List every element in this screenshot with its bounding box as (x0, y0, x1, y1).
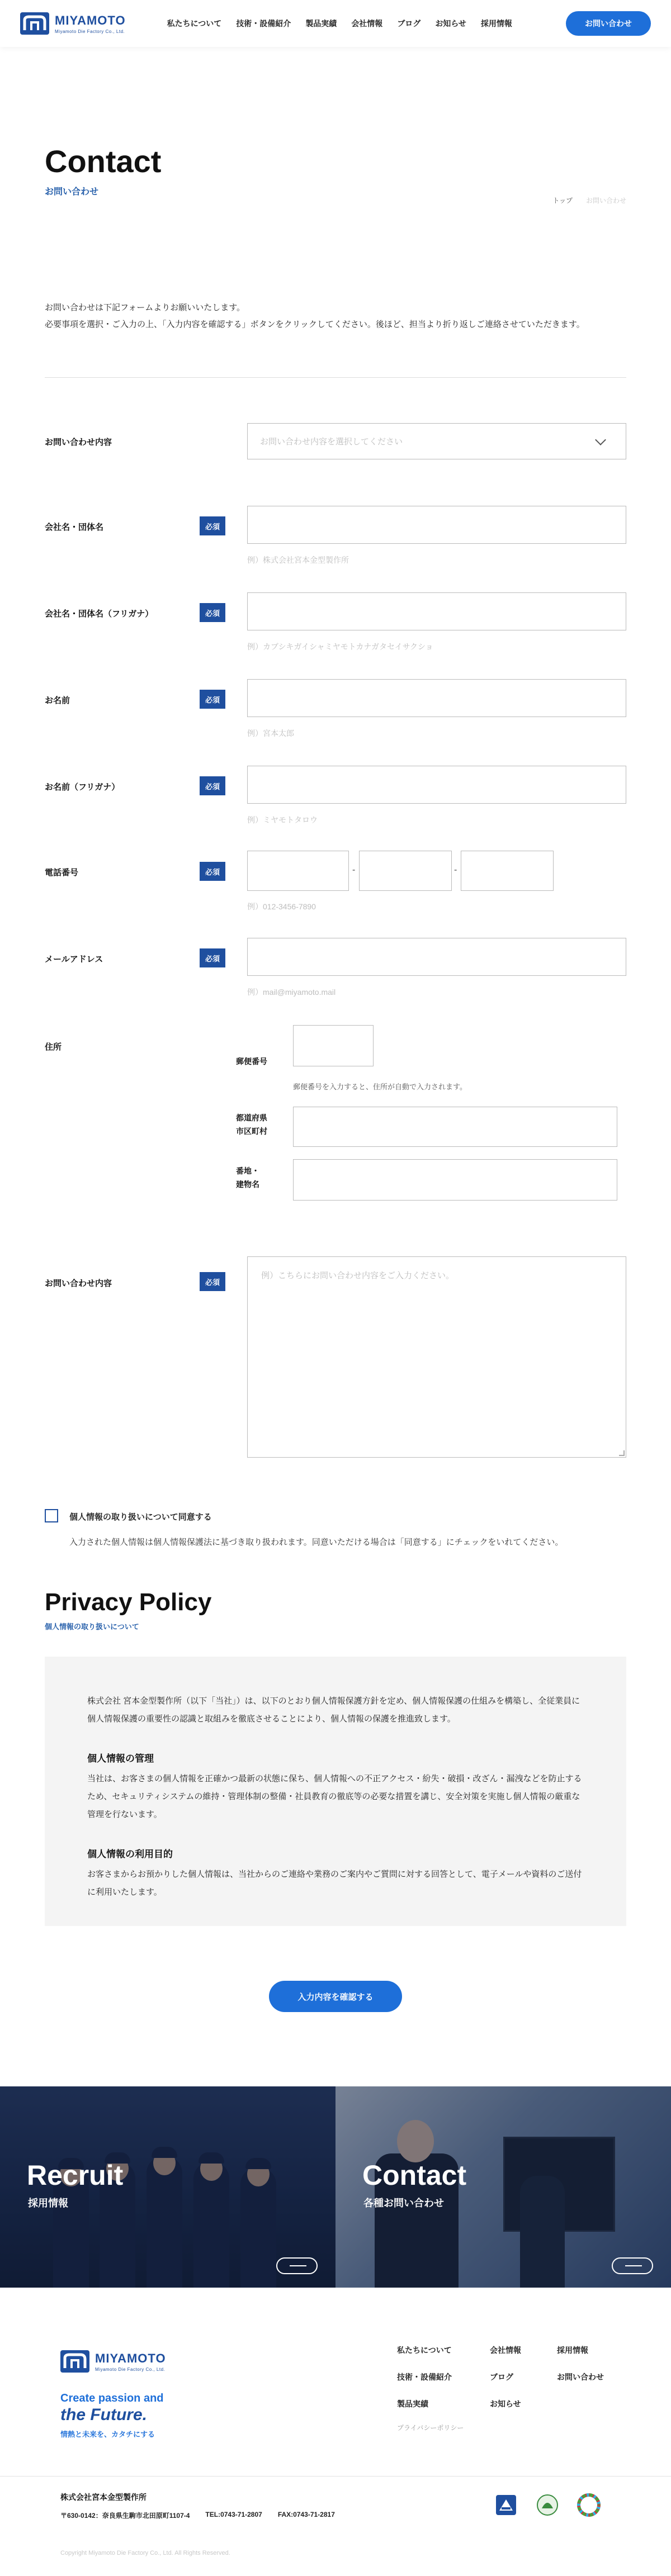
logo-name: MIYAMOTO (55, 13, 126, 27)
footer-nav-col-3 (557, 2345, 604, 2398)
required-badge: 必須 (200, 948, 225, 967)
header-logo[interactable] (20, 12, 126, 35)
privacy-title: Privacy Policy (45, 1588, 212, 1616)
prefecture-city-input[interactable] (293, 1107, 617, 1147)
recruit-banner[interactable] (0, 2086, 336, 2288)
footer-logo-name: MIYAMOTO (95, 2351, 166, 2365)
inquiry-type-label: お問い合わせ内容 (45, 438, 112, 447)
nav-news[interactable]: お知らせ (435, 19, 466, 28)
page-title: Contact (45, 144, 162, 179)
footer-nav-contact[interactable]: お問い合わせ (557, 2373, 604, 2382)
name-input[interactable] (247, 679, 626, 717)
nav-technology[interactable]: 技術・設備紹介 (236, 19, 291, 28)
eco-certification-icon (535, 2493, 560, 2517)
required-badge: 必須 (200, 690, 225, 709)
message-label: お問い合わせ内容 (45, 1279, 112, 1288)
phone-input-3[interactable] (461, 851, 554, 891)
tel-text: TEL:0743-71-2807 (205, 2511, 262, 2518)
required-badge: 必須 (200, 776, 225, 795)
name-hint: 例）宮本太郎 (247, 729, 294, 738)
nav-products[interactable]: 製品実績 (305, 19, 337, 28)
nav-company[interactable]: 会社情報 (351, 19, 383, 28)
privacy-intro: 株式会社 宮本金型製作所（以下「当社」）は、以下のとおり個人情報保護方針を定め、個人情報保護の仕組みを構築し、全従業員に個人情報保護の重要性の認識と取組みを徹底させることにより、個人情報の保護を推進致します。 (87, 1696, 580, 1724)
inquiry-type-select[interactable] (247, 423, 626, 459)
agree-description: 入力された個人情報は個人情報保護法に基づき取り扱われます。同意いただける場合は「同意する」にチェックをいれてください。 (69, 1538, 564, 1547)
tagline-line-1: Create passion and (60, 2392, 164, 2404)
breadcrumb-current: お問い合わせ (585, 197, 626, 205)
inquiry-type-placeholder: お問い合わせ内容を選択してください (260, 437, 403, 447)
footer-nav-blog[interactable]: ブログ (490, 2373, 513, 2382)
name-kana-label: お名前（フリガナ） (45, 782, 120, 792)
privacy-heading-management: 個人情報の管理 (87, 1753, 154, 1764)
company-kana-hint: 例）カブシキガイシャミヤモトカナガタセイサクショ (247, 642, 433, 651)
arrow-right-icon[interactable] (612, 2257, 653, 2274)
footer-nav-col-2 (490, 2345, 521, 2425)
resize-grip-icon[interactable] (619, 1450, 625, 1456)
form-intro (45, 300, 626, 333)
logo-mark-icon (60, 2350, 89, 2373)
postal-label: 郵便番号 (236, 1057, 267, 1066)
phone-hint: 例）012-3456-7890 (247, 902, 316, 911)
privacy-policy-box (45, 1657, 626, 1926)
phone-input-2[interactable] (359, 851, 452, 891)
logo-mark-icon (20, 12, 49, 35)
address-text: 〒630-0142：奈良県生駒市北田原町1107-4 (60, 2512, 190, 2520)
intro-line-2: 必要事項を選択・ご入力の上、「入力内容を確認する」ボタンをクリックしてください。後ほど、担当より折り返しご連絡させていただきます。 (45, 320, 585, 329)
nav-about[interactable]: 私たちについて (167, 19, 222, 28)
postal-input[interactable] (293, 1025, 374, 1066)
privacy-subtitle: 個人情報の取り扱いについて (45, 1623, 139, 1631)
arrow-right-icon[interactable] (276, 2257, 318, 2274)
company-input[interactable] (247, 506, 626, 544)
global-nav (167, 18, 512, 29)
message-textarea[interactable] (247, 1256, 626, 1458)
footer-nav-news[interactable]: お知らせ (490, 2399, 521, 2408)
footer-tagline (60, 2392, 164, 2439)
contact-banner-title: Contact (362, 2160, 467, 2191)
address-label: 住所 (45, 1042, 62, 1052)
company-label: 会社名・団体名 (45, 523, 104, 532)
phone-separator: - (352, 865, 356, 875)
email-hint: 例）mail@miyamoto.mail (247, 988, 336, 997)
privacy-text-management: 当社は、お客さまの個人情報を正確かつ最新の状態に保ち、個人情報への不正アクセス・紛失・破損・改ざん・漏洩などを防止するため、セキュリティシステムの維持・管理体制の整備・社員教育の徹底等の必要な措置を講じ、安全対策を実施し個人情報の厳重な管理を行ないます。 (87, 1774, 582, 1819)
tagline-line-2: the Future. (60, 2406, 147, 2424)
breadcrumb-home[interactable]: トップ (552, 197, 573, 205)
sdgs-wheel-icon (577, 2493, 601, 2517)
confirm-button[interactable]: 入力内容を確認する (269, 1981, 402, 2012)
page-subtitle: お問い合わせ (45, 187, 99, 197)
logo-sub: Miyamoto Die Factory Co., Ltd. (55, 29, 125, 34)
chevron-down-icon (595, 434, 606, 445)
tagline-line-3: 情熱と未来を、カタチにする (60, 2430, 155, 2439)
postal-note: 郵便番号を入力すると、住所が自動で入力されます。 (293, 1083, 467, 1091)
footer-nav-recruit[interactable]: 採用情報 (557, 2346, 588, 2355)
company-name: 株式会社宮本金型製作所 (60, 2493, 147, 2502)
street-building-input[interactable] (293, 1159, 617, 1201)
privacy-policy-link[interactable]: プライバシーポリシー (397, 2424, 464, 2432)
footer-nav-about[interactable]: 私たちについて (397, 2346, 452, 2355)
contact-banner-subtitle: 各種お問い合わせ (363, 2198, 444, 2209)
name-kana-hint: 例）ミヤモトタロウ (247, 815, 318, 824)
street-label: 番地・ 建物名 (236, 1166, 259, 1189)
divider (45, 377, 626, 378)
name-kana-input[interactable] (247, 766, 626, 804)
intro-line-1: お問い合わせは下記フォームよりお願いいたします。 (45, 303, 245, 312)
privacy-text-purpose: お客さまからお預かりした個人情報は、当社からのご連絡や業務のご案内やご質問に対する回答として、電子メールや資料のご送付に利用いたします。 (87, 1870, 582, 1897)
email-label: メールアドレス (45, 955, 103, 964)
recruit-title: Recruit (27, 2160, 124, 2191)
company-hint: 例）株式会社宮本金型製作所 (247, 556, 349, 564)
required-badge: 必須 (200, 862, 225, 881)
footer-nav-technology[interactable]: 技術・設備紹介 (397, 2373, 452, 2382)
name-label: お名前 (45, 696, 70, 705)
phone-input-1[interactable] (247, 851, 349, 891)
required-badge: 必須 (200, 1272, 225, 1291)
nav-recruit[interactable]: 採用情報 (480, 19, 512, 28)
company-kana-input[interactable] (247, 592, 626, 630)
privacy-heading-purpose: 個人情報の利用目的 (87, 1849, 173, 1859)
certification-badge-icon (494, 2493, 518, 2517)
pref-label: 都道府県 市区町村 (236, 1113, 267, 1136)
contact-banner[interactable] (336, 2086, 671, 2288)
message-placeholder: 例）こちらにお問い合わせ内容をご入力ください。 (261, 1271, 455, 1280)
phone-label: 電話番号 (45, 868, 79, 877)
site-header (0, 0, 671, 47)
footer-nav-products[interactable]: 製品実績 (397, 2399, 428, 2408)
company-address (60, 2511, 335, 2520)
header-contact-button[interactable]: お問い合わせ (566, 11, 651, 36)
footer-logo[interactable] (60, 2350, 166, 2373)
fax-text: FAX:0743-71-2817 (277, 2511, 335, 2518)
company-kana-label: 会社名・団体名（フリガナ） (45, 609, 154, 619)
footer-nav-company[interactable]: 会社情報 (490, 2346, 521, 2355)
copyright: Copyright Miyamoto Die Factory Co., Ltd. All Rights Reserved. (60, 2550, 230, 2556)
phone-separator: - (454, 865, 457, 875)
required-badge: 必須 (200, 603, 225, 622)
email-input[interactable] (247, 938, 626, 976)
required-badge: 必須 (200, 516, 225, 535)
footer-divider (0, 2476, 671, 2477)
recruit-subtitle: 採用情報 (28, 2198, 68, 2209)
nav-blog[interactable]: ブログ (397, 19, 421, 28)
breadcrumb (552, 196, 626, 205)
agree-label[interactable]: 個人情報の取り扱いについて同意する (69, 1512, 212, 1522)
agree-checkbox[interactable] (45, 1509, 58, 1522)
footer-nav-col-1 (397, 2345, 452, 2425)
footer-logo-sub: Miyamoto Die Factory Co., Ltd. (95, 2366, 166, 2372)
